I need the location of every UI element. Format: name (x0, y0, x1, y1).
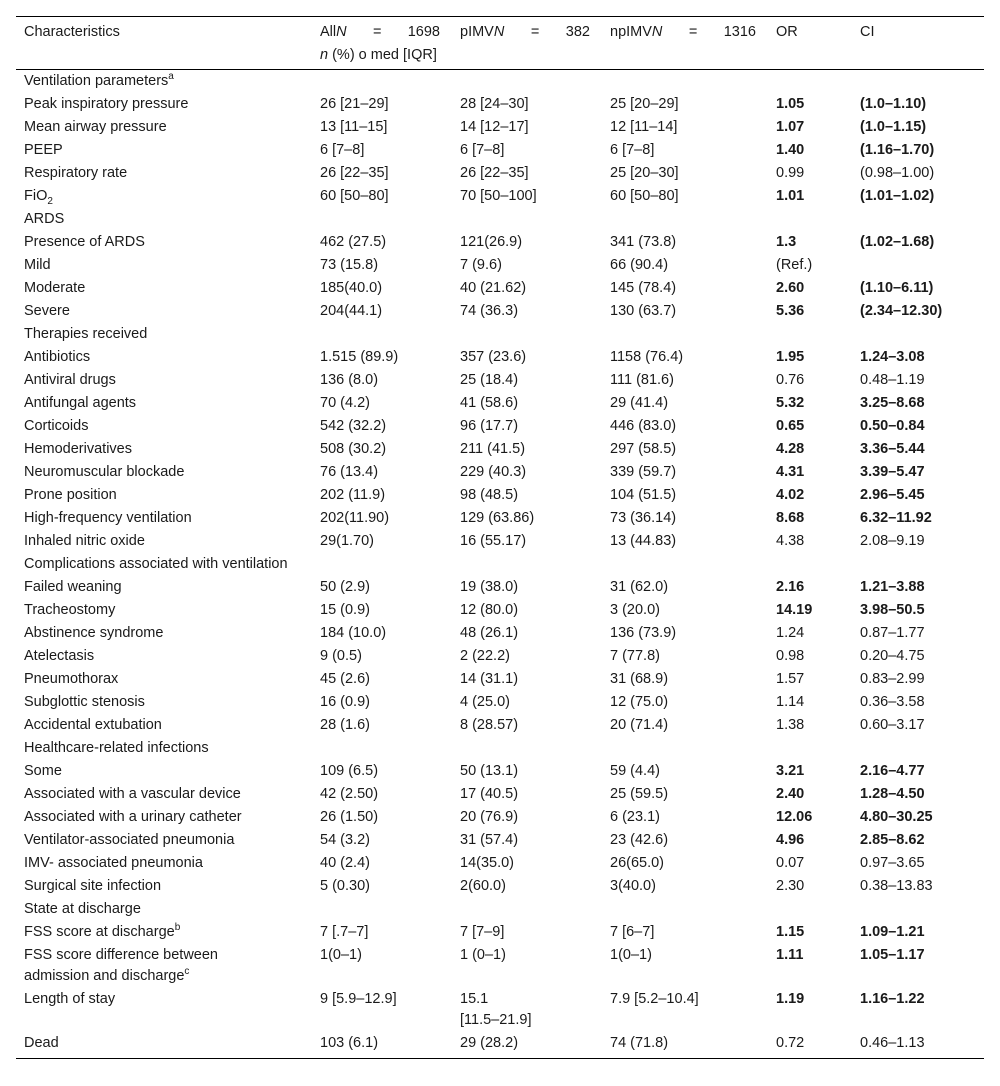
cell-or: 0.98 (776, 648, 805, 664)
row-label: Length of stay (24, 991, 116, 1007)
cell-all: 184 (10.0) (320, 625, 387, 641)
cell-ci: 0.50–0.84 (860, 418, 925, 434)
cell-pimv: 14 (31.1) (460, 671, 519, 687)
row-label: Tracheostomy (24, 602, 116, 618)
cell-npimv: 25 [20–29] (610, 96, 679, 112)
cell-npimv: 7.9 [5.2–10.4] (610, 991, 699, 1007)
cell-all: 42 (2.50) (320, 786, 379, 802)
table-row (16, 369, 984, 392)
cell-ci: (0.98–1.00) (860, 165, 935, 181)
cell-npimv: 12 [11–14] (610, 119, 678, 135)
row-label: FSS score difference between admission and discharge$^c$ (24, 947, 218, 984)
cell-all: 26 [22–35] (320, 165, 389, 181)
table-row (16, 714, 984, 737)
cell-ci: 3.98–50.5 (860, 602, 925, 618)
cell-pimv: 96 (17.7) (460, 418, 519, 434)
cell-pimv: 12 (80.0) (460, 602, 519, 618)
cell-ci: 1.28–4.50 (860, 786, 925, 802)
cell-all: 508 (30.2) (320, 441, 387, 457)
cell-pimv: 7 (9.6) (460, 257, 502, 273)
section-title: Therapies received (24, 326, 148, 342)
table-row (16, 783, 984, 806)
cell-or: 4.38 (776, 533, 805, 549)
cell-or: 5.32 (776, 395, 805, 411)
row-label: FSS score at discharge$^b$ (24, 922, 181, 940)
table-row (16, 300, 984, 323)
cell-ci: 2.96–5.45 (860, 487, 925, 503)
cell-npimv: 130 (63.7) (610, 303, 677, 319)
cell-ci: 1.05–1.17 (860, 947, 925, 963)
header-pimv: pIMVN = 382 (452, 17, 602, 45)
cell-or: 8.68 (776, 510, 805, 526)
row-label: Abstinence syndrome (24, 625, 164, 641)
cell-or: 1.57 (776, 671, 805, 687)
results-table (16, 16, 984, 1059)
cell-all: 202 (11.9) (320, 487, 386, 503)
cell-all: 462 (27.5) (320, 234, 387, 250)
table-row (16, 576, 984, 599)
cell-npimv: 7 [6–7] (610, 924, 655, 940)
section-title: Healthcare-related infections (24, 740, 209, 756)
cell-all: 109 (6.5) (320, 763, 379, 779)
cell-ci: (1.16–1.70) (860, 142, 935, 158)
cell-all: 7 [.7–7] (320, 924, 369, 940)
table-row (16, 852, 984, 875)
cell-npimv: 74 (71.8) (602, 1032, 768, 1059)
row-label: Failed weaning (24, 579, 122, 595)
cell-all: 29(1.70) (320, 533, 375, 549)
cell-all: 40 (2.4) (320, 855, 370, 871)
cell-pimv: 70 [50–100] (460, 188, 537, 204)
cell-all: 6 [7–8] (320, 142, 365, 158)
table-row (16, 185, 984, 208)
table-row (16, 622, 984, 645)
cell-ci: 1.16–1.22 (860, 991, 925, 1007)
cell-npimv: 3 (20.0) (610, 602, 660, 618)
cell-pimv: 211 (41.5) (460, 441, 526, 457)
cell-or: 4.28 (776, 441, 805, 457)
cell-ci: 1.21–3.88 (860, 579, 925, 595)
table-row (16, 668, 984, 691)
cell-ci: 0.87–1.77 (860, 625, 925, 641)
table-row (16, 760, 984, 783)
table-row (16, 484, 984, 507)
table-row (16, 254, 984, 277)
cell-or: 0.76 (776, 372, 805, 388)
cell-npimv: 3(40.0) (610, 878, 656, 894)
cell-or: 0.99 (776, 165, 805, 181)
cell-pimv: 8 (28.57) (460, 717, 519, 733)
table-row (16, 599, 984, 622)
section-row (16, 553, 984, 576)
row-label: Antifungal agents (24, 395, 137, 411)
cell-npimv: 339 (59.7) (610, 464, 677, 480)
cell-ci (852, 254, 984, 277)
cell-pimv: 7 [7–9] (460, 924, 505, 940)
header-subheader: n (%) o med [IQR] (312, 44, 984, 70)
cell-all: 185(40.0) (320, 280, 383, 296)
row-label: FiO$_2$ (24, 188, 53, 207)
section-row (16, 208, 984, 231)
cell-ci: 0.38–13.83 (860, 878, 933, 894)
row-label: Antibiotics (24, 349, 91, 365)
cell-ci: 1.24–3.08 (860, 349, 925, 365)
row-label: Severe (24, 303, 70, 319)
cell-ci: 2.16–4.77 (860, 763, 925, 779)
section-title: Complications associated with ventilation (24, 556, 288, 572)
cell-npimv: 25 [20–30] (610, 165, 679, 181)
table-row (16, 944, 984, 988)
table-header (16, 17, 984, 70)
table-body (16, 70, 984, 1059)
cell-ci: (1.01–1.02) (860, 188, 935, 204)
cell-npimv: 31 (68.9) (610, 671, 669, 687)
table-row (16, 346, 984, 369)
row-label: IMV- associated pneumonia (24, 855, 203, 871)
cell-npimv: 26(65.0) (610, 855, 665, 871)
table-row (16, 1032, 984, 1059)
row-label: Neuromuscular blockade (24, 464, 185, 480)
cell-ci: 4.80–30.25 (860, 809, 933, 825)
cell-npimv: 446 (83.0) (610, 418, 677, 434)
cell-pimv: 2(60.0) (460, 878, 506, 894)
cell-or: 3.21 (776, 763, 805, 779)
cell-npimv: 111 (81.6) (610, 372, 674, 388)
cell-or: 2.30 (776, 878, 805, 894)
cell-ci: 0.20–4.75 (860, 648, 925, 664)
cell-or: 1.05 (776, 96, 805, 112)
table-row (16, 231, 984, 254)
cell-all: 15 (0.9) (320, 602, 370, 618)
cell-pimv: 129 (63.86) (460, 510, 535, 526)
cell-pimv: 121(26.9) (460, 234, 523, 250)
header-or: OR (768, 17, 852, 45)
row-label: Peak inspiratory pressure (24, 96, 189, 112)
cell-npimv: 31 (62.0) (610, 579, 669, 595)
cell-npimv: 73 (36.14) (610, 510, 677, 526)
cell-pimv: 357 (23.6) (460, 349, 527, 365)
cell-pimv: 26 [22–35] (460, 165, 529, 181)
row-label: Some (24, 763, 62, 779)
row-label: Moderate (24, 280, 86, 296)
table-row (16, 438, 984, 461)
row-label: Surgical site infection (24, 878, 162, 894)
row-label: Dead (16, 1032, 312, 1059)
cell-or: 2.60 (776, 280, 805, 296)
section-row (16, 70, 984, 94)
row-label: Hemoderivatives (24, 441, 132, 457)
cell-or: 1.14 (776, 694, 805, 710)
section-title: State at discharge (24, 901, 141, 917)
table-row (16, 415, 984, 438)
cell-or: 2.40 (776, 786, 805, 802)
cell-or: 1.01 (776, 188, 805, 204)
cell-all: 60 [50–80] (320, 188, 389, 204)
section-row (16, 323, 984, 346)
cell-or: 1.95 (776, 349, 805, 365)
header-characteristics: Characteristics (16, 17, 312, 45)
cell-all: 9 (0.5) (320, 648, 362, 664)
cell-ci: (1.0–1.10) (860, 96, 927, 112)
section-row (16, 898, 984, 921)
section-title: ARDS (24, 211, 65, 227)
cell-pimv: 16 (55.17) (460, 533, 527, 549)
cell-or: 5.36 (776, 303, 805, 319)
row-label: Prone position (24, 487, 117, 503)
cell-npimv: 12 (75.0) (610, 694, 669, 710)
results-table-container (16, 16, 984, 1059)
table-row (16, 875, 984, 898)
cell-all: 136 (8.0) (320, 372, 379, 388)
cell-pimv: 29 (28.2) (452, 1032, 602, 1059)
row-label: Corticoids (24, 418, 89, 434)
cell-all: 45 (2.6) (320, 671, 370, 687)
cell-pimv: 25 (18.4) (460, 372, 519, 388)
row-label: Associated with a vascular device (24, 786, 241, 802)
cell-npimv: 104 (51.5) (610, 487, 677, 503)
cell-or: 1.15 (776, 924, 805, 940)
cell-or: 12.06 (776, 809, 813, 825)
row-label: Atelectasis (24, 648, 95, 664)
cell-ci: 0.48–1.19 (860, 372, 925, 388)
cell-npimv: 66 (90.4) (610, 257, 669, 273)
row-label: Respiratory rate (24, 165, 128, 181)
table-row (16, 277, 984, 300)
cell-pimv: 19 (38.0) (460, 579, 519, 595)
cell-or: (Ref.) (776, 257, 813, 273)
cell-pimv: 40 (21.62) (460, 280, 527, 296)
cell-or: 1.24 (776, 625, 805, 641)
cell-pimv: 1 (0–1) (460, 947, 506, 963)
cell-ci: 3.25–8.68 (860, 395, 925, 411)
cell-ci: 0.46–1.13 (852, 1032, 984, 1059)
cell-npimv: 29 (41.4) (610, 395, 669, 411)
cell-ci: 3.36–5.44 (860, 441, 925, 457)
cell-all: 1(0–1) (320, 947, 362, 963)
cell-pimv: 17 (40.5) (460, 786, 519, 802)
cell-all: 26 (1.50) (320, 809, 379, 825)
cell-ci: 3.39–5.47 (860, 464, 925, 480)
cell-pimv: 14(35.0) (460, 855, 515, 871)
cell-pimv: 20 (76.9) (460, 809, 519, 825)
row-label: Inhaled nitric oxide (24, 533, 145, 549)
cell-pimv: 98 (48.5) (460, 487, 519, 503)
table-row (16, 139, 984, 162)
row-label: Presence of ARDS (24, 234, 145, 250)
cell-all: 73 (15.8) (320, 257, 379, 273)
table-row (16, 921, 984, 944)
cell-or: 1.07 (776, 119, 805, 135)
cell-pimv: 48 (26.1) (460, 625, 519, 641)
cell-npimv: 1(0–1) (610, 947, 652, 963)
section-title: Ventilation parameters$^a$ (24, 71, 174, 89)
table-row (16, 162, 984, 185)
cell-ci: 0.36–3.58 (860, 694, 925, 710)
row-label: Ventilator-associated pneumonia (24, 832, 235, 848)
cell-pimv: 229 (40.3) (460, 464, 527, 480)
cell-all: 13 [11–15] (320, 119, 388, 135)
cell-pimv: 6 [7–8] (460, 142, 505, 158)
cell-npimv: 136 (73.9) (610, 625, 677, 641)
row-label: Mild (24, 257, 51, 273)
cell-all: 16 (0.9) (320, 694, 370, 710)
cell-pimv: 2 (22.2) (460, 648, 510, 664)
row-label: Mean airway pressure (24, 119, 167, 135)
cell-all: 28 (1.6) (320, 717, 370, 733)
header-all: AllN = 1698 (312, 17, 452, 45)
cell-or: 0.07 (776, 855, 805, 871)
row-label: Subglottic stenosis (24, 694, 145, 710)
cell-ci: 6.32–11.92 (860, 510, 932, 526)
cell-npimv: 13 (44.83) (610, 533, 677, 549)
header-npimv: npIMVN = 1316 (602, 17, 768, 45)
cell-pimv: 15.1 [11.5–21.9] (460, 991, 532, 1028)
cell-pimv: 50 (13.1) (460, 763, 519, 779)
cell-or: 2.16 (776, 579, 805, 595)
cell-pimv: 28 [24–30] (460, 96, 529, 112)
cell-pimv: 31 (57.4) (460, 832, 519, 848)
header-ci: CI (852, 17, 984, 45)
cell-npimv: 1158 (76.4) (610, 349, 684, 365)
cell-npimv: 297 (58.5) (610, 441, 677, 457)
cell-npimv: 7 (77.8) (610, 648, 660, 664)
cell-all: 54 (3.2) (320, 832, 370, 848)
row-label: High-frequency ventilation (24, 510, 192, 526)
cell-ci: 2.08–9.19 (860, 533, 925, 549)
cell-all: 103 (6.1) (312, 1032, 452, 1059)
cell-all: 204(44.1) (320, 303, 383, 319)
cell-ci: 0.83–2.99 (860, 671, 925, 687)
table-row (16, 93, 984, 116)
cell-npimv: 145 (78.4) (610, 280, 677, 296)
row-label: Pneumothorax (24, 671, 119, 687)
cell-npimv: 60 [50–80] (610, 188, 679, 204)
table-row (16, 988, 984, 1032)
cell-pimv: 4 (25.0) (460, 694, 510, 710)
cell-npimv: 6 [7–8] (610, 142, 655, 158)
cell-ci: (1.02–1.68) (860, 234, 935, 250)
cell-or: 1.3 (776, 234, 797, 250)
cell-or: 4.31 (776, 464, 805, 480)
cell-all: 202(11.90) (320, 510, 390, 526)
cell-all: 5 (0.30) (320, 878, 370, 894)
table-row (16, 507, 984, 530)
row-label: PEEP (24, 142, 63, 158)
cell-ci: 0.60–3.17 (860, 717, 925, 733)
cell-ci: (1.0–1.15) (860, 119, 927, 135)
cell-all: 542 (32.2) (320, 418, 387, 434)
table-row (16, 829, 984, 852)
cell-npimv: 59 (4.4) (610, 763, 660, 779)
cell-all: 50 (2.9) (320, 579, 370, 595)
table-row (16, 645, 984, 668)
cell-ci: (1.10–6.11) (860, 280, 934, 296)
cell-or: 1.19 (776, 991, 805, 1007)
cell-or: 1.38 (776, 717, 805, 733)
cell-pimv: 74 (36.3) (460, 303, 519, 319)
cell-or: 4.96 (776, 832, 805, 848)
row-label: Accidental extubation (24, 717, 162, 733)
table-row (16, 691, 984, 714)
cell-npimv: 341 (73.8) (610, 234, 677, 250)
cell-or: 4.02 (776, 487, 805, 503)
cell-ci: 1.09–1.21 (860, 924, 925, 940)
cell-or: 14.19 (776, 602, 813, 618)
cell-all: 1.515 (89.9) (320, 349, 399, 365)
cell-or: 1.11 (776, 947, 804, 963)
table-row (16, 116, 984, 139)
table-row (16, 806, 984, 829)
cell-pimv: 41 (58.6) (460, 395, 519, 411)
row-label: Associated with a urinary catheter (24, 809, 242, 825)
cell-all: 26 [21–29] (320, 96, 389, 112)
cell-or: 1.40 (776, 142, 805, 158)
cell-or: 0.72 (768, 1032, 852, 1059)
cell-npimv: 23 (42.6) (610, 832, 669, 848)
cell-or: 0.65 (776, 418, 805, 434)
row-label: Antiviral drugs (24, 372, 116, 388)
table-row (16, 530, 984, 553)
cell-all: 76 (13.4) (320, 464, 379, 480)
section-row (16, 737, 984, 760)
cell-npimv: 6 (23.1) (610, 809, 660, 825)
cell-all: 70 (4.2) (320, 395, 370, 411)
cell-npimv: 20 (71.4) (610, 717, 669, 733)
cell-ci: 0.97–3.65 (860, 855, 925, 871)
cell-pimv: 14 [12–17] (460, 119, 529, 135)
cell-ci: 2.85–8.62 (860, 832, 925, 848)
cell-ci: (2.34–12.30) (860, 303, 943, 319)
cell-all: 9 [5.9–12.9] (320, 991, 397, 1007)
cell-npimv: 25 (59.5) (610, 786, 669, 802)
table-row (16, 461, 984, 484)
table-row (16, 392, 984, 415)
